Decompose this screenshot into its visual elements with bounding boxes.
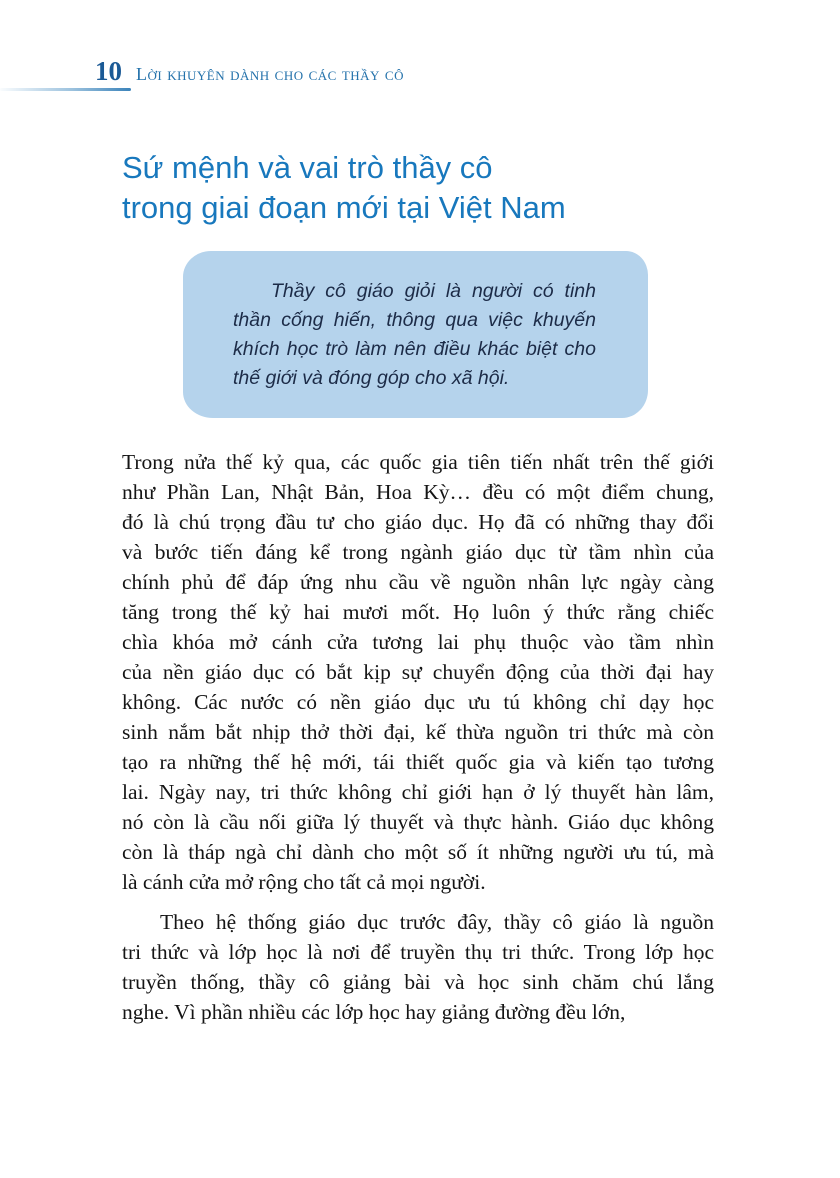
text-line: nó còn là cầu nối giữa lý thuyết và thực hành. Giáo dục không [122,810,714,834]
quote-box [183,251,648,418]
text-line: chìa khóa mở cánh cửa tương lai phụ thuộc vào tầm nhìn [122,630,714,654]
text-line: của nền giáo dục có bắt kịp sự chuyển động của thời đại hay [122,660,714,684]
text-line: sinh nắm bắt nhịp thở thời đại, kế thừa nguồn tri thức mà còn [122,720,714,744]
body-paragraph [122,447,714,897]
text-line: còn là tháp ngà chỉ dành cho một số ít những người ưu tú, mà [122,840,714,864]
chapter-title-line-1: Sứ mệnh và vai trò thầy cô [122,150,493,185]
text-line: thần cống hiến, thông qua việc khuyến [233,309,596,331]
quote-text [233,277,596,393]
body-text [122,447,714,1027]
chapter-title-line-2: trong giai đoạn mới tại Việt Nam [122,190,566,225]
text-line: chính phủ để đáp ứng nhu cầu về nguồn nhân lực ngày càng [122,570,714,594]
text-line: tạo ra những thế hệ mới, tái thiết quốc gia và kiến tạo tương [122,750,714,774]
text-line: như Phần Lan, Nhật Bản, Hoa Kỳ… đều có một điểm chung, [122,480,714,504]
text-line: Thầy cô giáo giỏi là người có tinh [271,280,596,302]
text-line: truyền thống, thầy cô giảng bài và học sinh chăm chú lắng [122,970,714,994]
text-line: và bước tiến đáng kể trong ngành giáo dục từ tầm nhìn của [122,540,714,564]
text-line: là cánh cửa mở rộng cho tất cả mọi người. [122,870,486,894]
text-line: thế giới và đóng góp cho xã hội. [233,367,510,389]
header-rule [0,88,131,91]
text-line: khích học trò làm nên điều khác biệt cho [233,338,596,360]
text-line: không. Các nước có nền giáo dục ưu tú không chỉ dạy học [122,690,714,714]
text-line: Theo hệ thống giáo dục trước đây, thầy cô giáo là nguồn [160,910,714,934]
chapter-title [122,148,566,228]
text-line: nghe. Vì phần nhiều các lớp học hay giảng đường đều lớn, [122,1000,626,1024]
body-paragraph [122,907,714,1027]
text-line: tăng trong thế kỷ hai mươi mốt. Họ luôn ý thức rằng chiếc [122,600,714,624]
text-line: đó là chú trọng đầu tư cho giáo dục. Họ đã có những thay đổi [122,510,714,534]
running-head: Lời khuyên dành cho các thầy cô [136,64,404,84]
text-line: lai. Ngày nay, tri thức không chỉ giới hạn ở lý thuyết hàn lâm, [122,780,714,804]
text-line: Trong nửa thế kỷ qua, các quốc gia tiên tiến nhất trên thế giới [122,450,714,474]
text-line: tri thức và lớp học là nơi để truyền thụ tri thức. Trong lớp học [122,940,714,964]
page-number: 10 [95,56,122,86]
